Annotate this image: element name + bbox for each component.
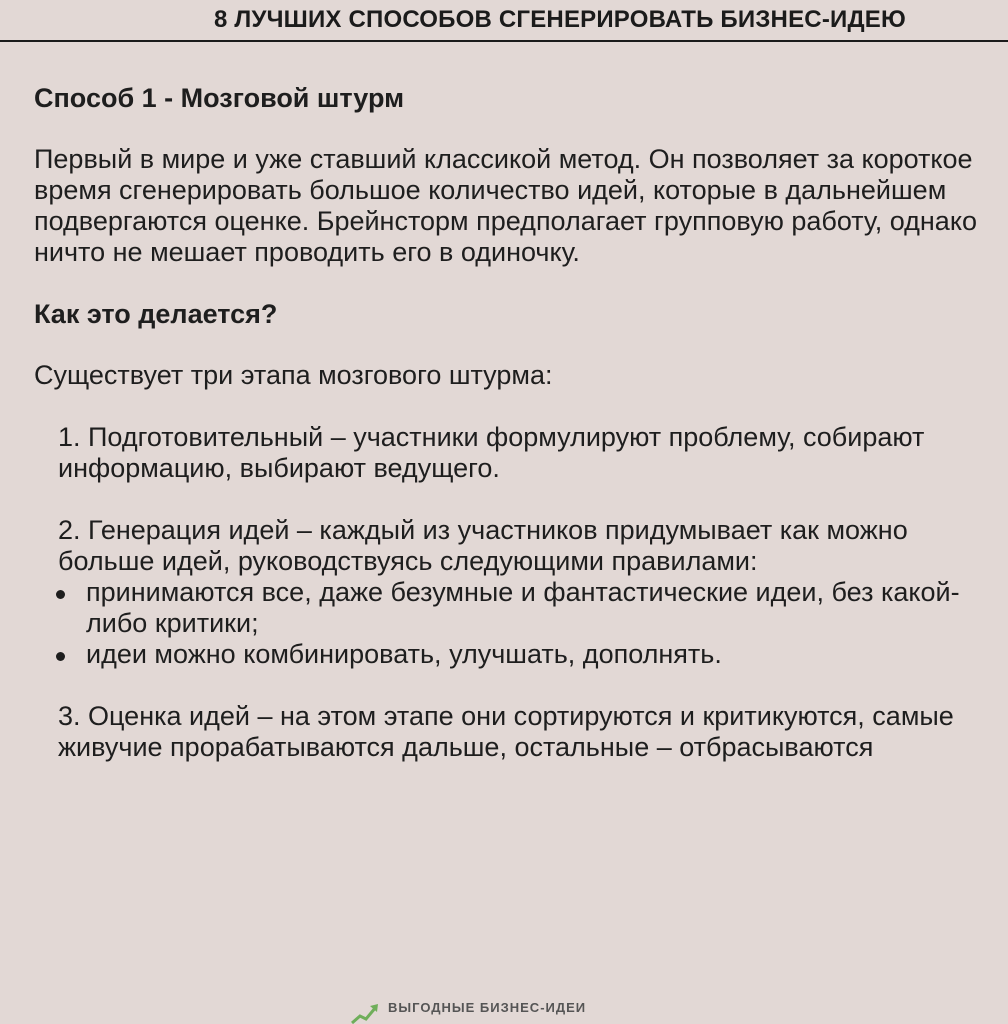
stage-2-paragraph: 2. Генерация идей – каждый из участников придумывает как можно больше идей, руководствуясь следующими правилами:: [58, 515, 908, 576]
bullet-icon: [56, 652, 65, 661]
intro-paragraph: Первый в мире и уже ставший классикой метод. Он позволяет за короткое время сгенерировать большое количество идей, которые в дальнейшем подвергаются оценке. Брейнсторм предполагает групповую работу, однако ничто не мешает проводить его в одиночку.: [34, 144, 977, 267]
how-heading: Как это делается?: [34, 299, 278, 329]
footer-watermark: [350, 998, 650, 1024]
list-item: [34, 639, 1006, 670]
spacer: [34, 332, 1006, 360]
list-item: [34, 577, 1006, 639]
header-divider: [0, 40, 1008, 42]
spacer: [34, 670, 1006, 701]
stage-1-paragraph: 1. Подготовительный – участники формулируют проблему, собирают информацию, выбирают ведущего.: [58, 422, 925, 483]
page-title: 8 ЛУЧШИХ СПОСОБОВ СГЕНЕРИРОВАТЬ БИЗНЕС-ИДЕЮ: [214, 6, 906, 33]
list-item-text: идеи можно комбинировать, улучшать, дополнять.: [86, 639, 722, 669]
method-heading: Способ 1 - Мозговой штурм: [34, 83, 405, 113]
spacer: [34, 484, 1006, 515]
rules-list: [34, 577, 1006, 670]
bullet-icon: [56, 590, 65, 599]
spacer: [34, 391, 1006, 422]
spacer: [34, 268, 1006, 296]
growth-chart-icon: [350, 1002, 380, 1024]
footer-brand: ВЫГОДНЫЕ БИЗНЕС-ИДЕИ: [388, 1000, 587, 1015]
list-item-text: принимаются все, даже безумные и фантастические идеи, без какой-либо критики;: [86, 577, 960, 638]
spacer: [34, 116, 1006, 144]
article-body: [34, 80, 1006, 763]
stages-intro: Существует три этапа мозгового штурма:: [34, 360, 553, 390]
stage-3-paragraph: 3. Оценка идей – на этом этапе они сортируются и критикуются, самые живучие прорабатываются дальше, остальные – отбрасываются: [58, 701, 954, 762]
